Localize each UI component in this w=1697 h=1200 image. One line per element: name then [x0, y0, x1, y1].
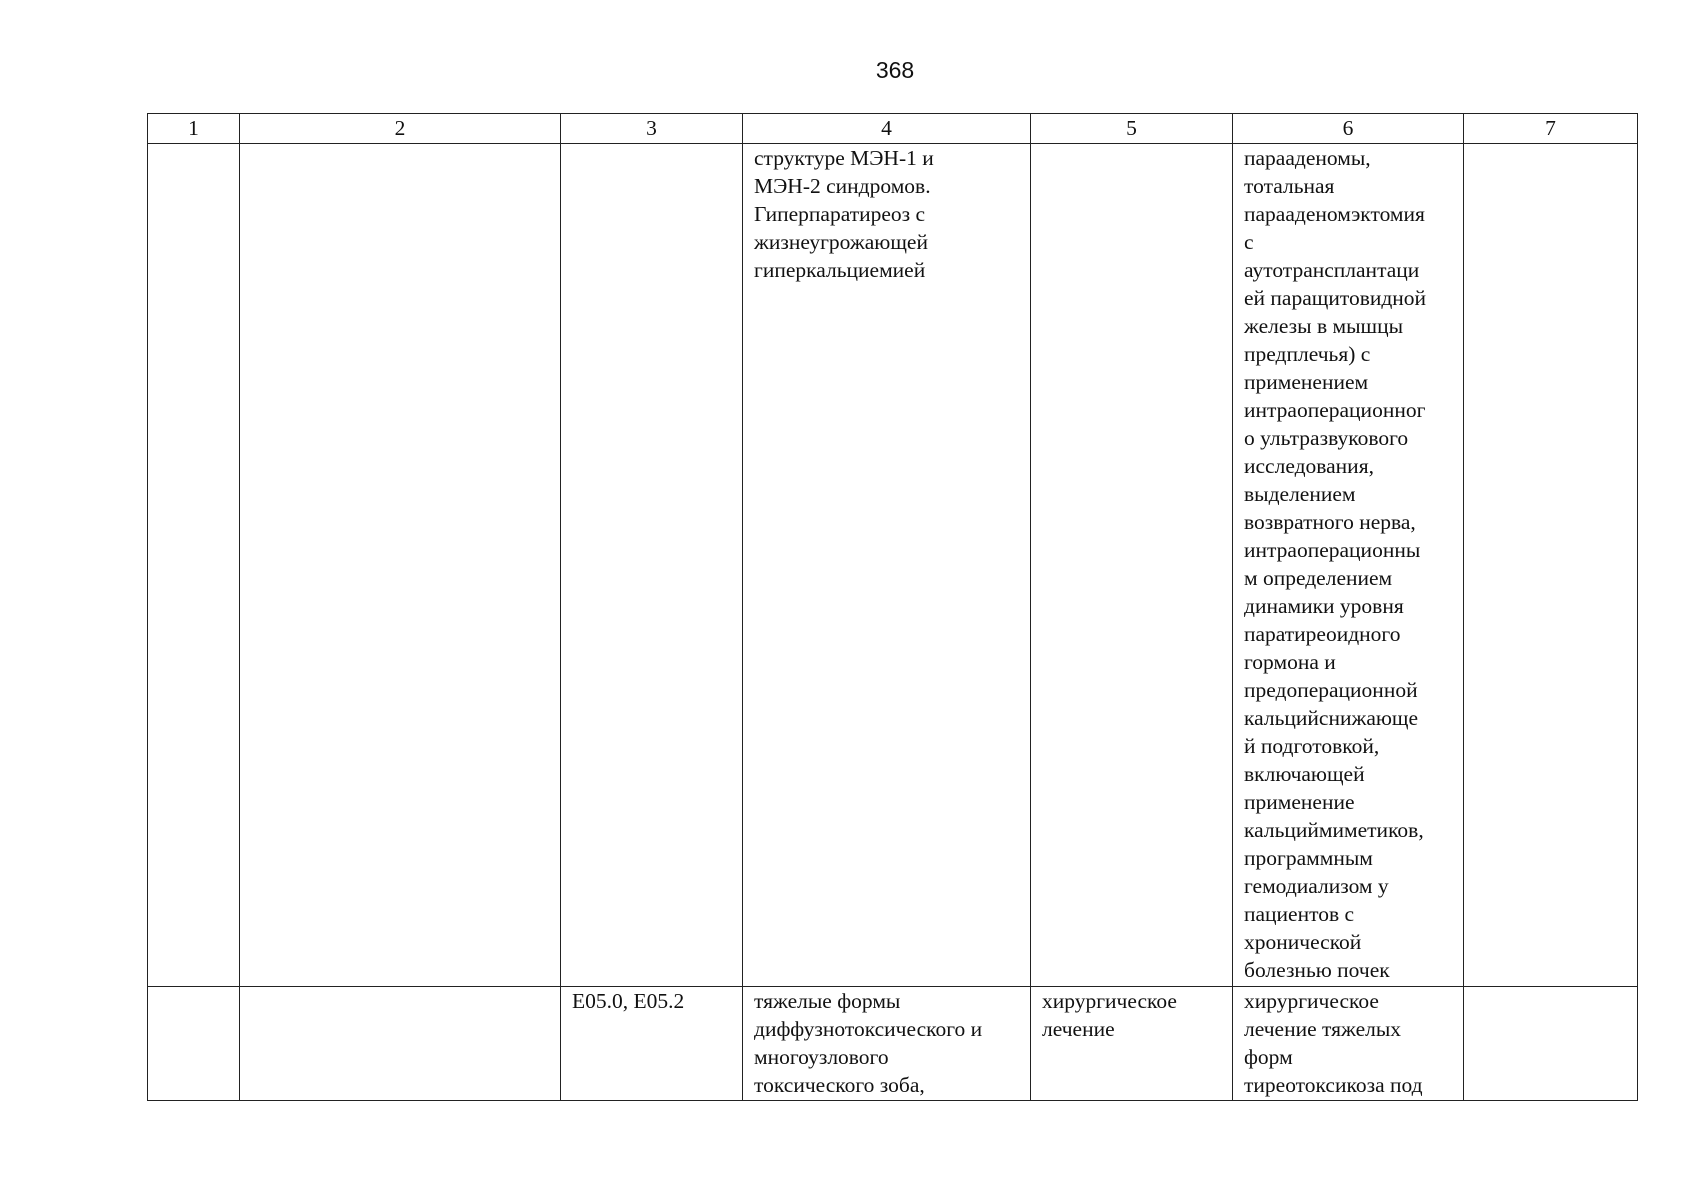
table-cell-row1-col3 — [561, 144, 743, 987]
table-cell-row1-col1 — [148, 144, 240, 987]
table-row — [148, 144, 1638, 987]
column-number-3: 3 — [561, 114, 743, 144]
page-number: 368 — [875, 57, 915, 83]
column-number-1: 1 — [148, 114, 240, 144]
column-number-5: 5 — [1031, 114, 1233, 144]
column-number-6: 6 — [1233, 114, 1464, 144]
table-row — [148, 987, 1638, 1101]
table-cell-row2-col4: тяжелые формы диффузнотоксического и многоузлового токсического зоба, — [743, 987, 1031, 1101]
table-cell-row1-col5 — [1031, 144, 1233, 987]
table-cell-row2-col3: E05.0, E05.2 — [561, 987, 743, 1101]
table-cell-row2-col2 — [240, 987, 561, 1101]
table-cell-row1-col6: парааденомы, тотальная парааденомэктомия с аутотрансплантаци ей паращитовидной железы в мышцы предплечья) с применением интраоперационног о ультразвукового исследования, выделением возвратного нерва, интраоперационны м определением динамики уровня паратиреоидного гормона и предоперационной кальцийснижающе й подготовкой, включающей применение кальциймиметиков, программным гемодиализом у пациентов с хронической болезнью почек — [1233, 144, 1464, 987]
column-number-7: 7 — [1464, 114, 1638, 144]
table-cell-row1-col4: структуре МЭН-1 и МЭН-2 синдромов. Гиперпаратиреоз с жизнеугрожающей гиперкальциемией — [743, 144, 1031, 987]
column-number-row — [148, 114, 1638, 144]
column-number-4: 4 — [743, 114, 1031, 144]
table-cell-row1-col2 — [240, 144, 561, 987]
table-cell-row1-col7 — [1464, 144, 1638, 987]
table-cell-row2-col1 — [148, 987, 240, 1101]
table-cell-row2-col6: хирургическое лечение тяжелых форм тиреотоксикоза под — [1233, 987, 1464, 1101]
column-number-2: 2 — [240, 114, 561, 144]
table-cell-row2-col5: хирургическое лечение — [1031, 987, 1233, 1101]
procedures-table — [147, 113, 1638, 1101]
table-cell-row2-col7 — [1464, 987, 1638, 1101]
